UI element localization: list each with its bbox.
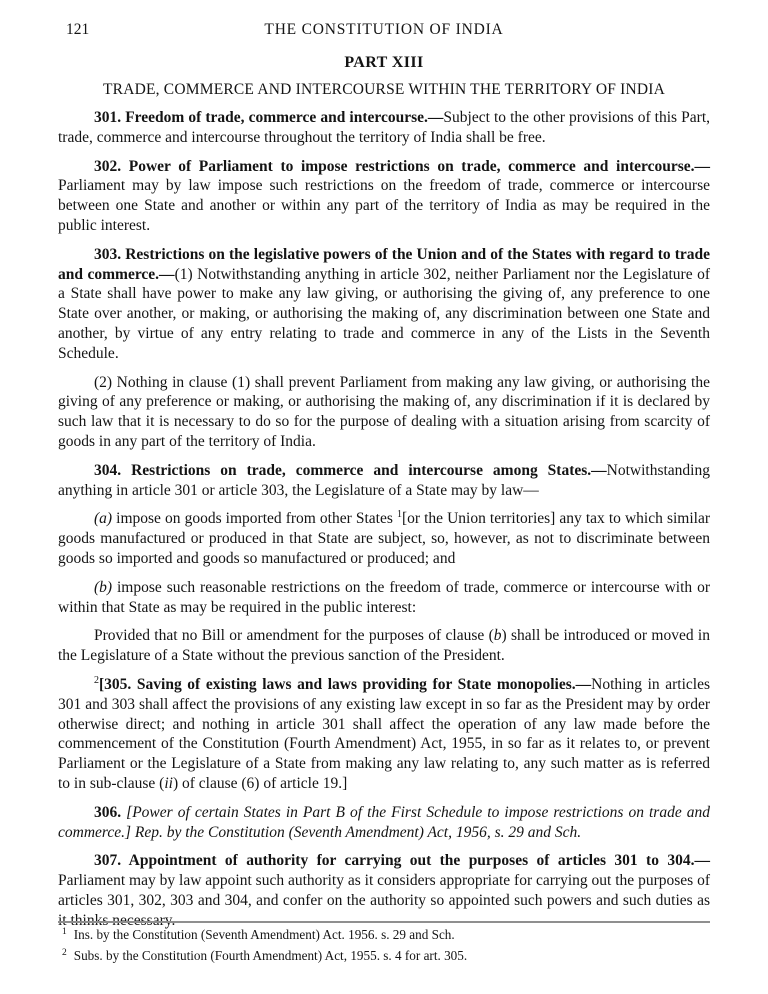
page-header <box>58 21 710 41</box>
footnote-1-marker: 1 <box>62 927 67 937</box>
article-307-body: Parliament may by law appoint such authority as it considers appropriate for carrying out the purposes of articles 301, 302, 303 and 304, and confer on the authority so appointed such powers and such duties as it thinks necessary. <box>58 872 710 929</box>
article-307-paragraph <box>58 851 710 930</box>
proviso-italic-b: b <box>493 627 502 645</box>
article-306-repealed-text: [Power of certain States in Part B of the First Schedule to impose restrictions on trade and commerce.] Rep. by the Constitution (Seventh Amendment) Act, 1956, s. 29 and Sch. <box>58 803 710 841</box>
article-text-block <box>58 108 710 930</box>
article-302-body: Parliament may by law impose such restrictions on the freedom of trade, commerce or intercourse between one State and another or within any part of the territory of India as may be required in the public interest. <box>58 177 710 234</box>
article-303-clause-1: (1) Notwithstanding anything in article 302, neither Parliament nor the Legislature of a State shall have power to make any law giving, or authorising the giving of, any preference to one State over another, or making, or authorising the making of, any discrimination between one State and another, by virtue of any entry relating to trade and commerce in any of the Lists in the Seventh Schedule. <box>58 265 710 362</box>
article-301-body: Subject to the other provisions of this Part, trade, commerce and intercourse throughout the territory of India shall be free. <box>58 109 710 146</box>
article-304-proviso-paragraph <box>58 626 710 666</box>
part-subtitle: TRADE, COMMERCE AND INTERCOURSE WITHIN THE TERRITORY OF INDIA <box>102 81 666 98</box>
footnotes-section <box>58 921 710 966</box>
footnote-separator-rule <box>58 921 710 923</box>
article-303-clause-2: (2) Nothing in clause (1) shall prevent Parliament from making any law giving, or authorising the giving of any preference or making, or authorising the making of, any discrimination if it is declared by such law that it is necessary to do so for the purpose of dealing with a situation arising from scarcity of goods in any part of the territory of India. <box>58 373 710 450</box>
footnote-1 <box>58 924 710 945</box>
part-heading: PART XIII <box>344 54 424 71</box>
footnote-1-text: Ins. by the Constitution (Seventh Amendment) Act. 1956. s. 29 and Sch. <box>73 927 455 942</box>
proviso-text-after-italic: ) shall be introduced or moved in the Legislature of a State without the previous sanction of the President. <box>58 627 710 665</box>
article-304-clause-a-paragraph <box>58 509 710 568</box>
article-301-paragraph <box>58 108 710 148</box>
article-303-clause-1-paragraph <box>58 245 710 364</box>
proviso-text-before-italic: Provided that no Bill or amendment for the purposes of clause ( <box>94 627 494 645</box>
article-304-paragraph <box>58 461 710 501</box>
clause-a-text-before-ref: impose on goods imported from other States <box>112 510 397 528</box>
article-306-number: 306. <box>94 803 127 821</box>
article-305-italic-ii: ii <box>164 774 173 792</box>
article-302-paragraph <box>58 157 710 236</box>
footnote-2-text: Subs. by the Constitution (Fourth Amendment) Act, 1955. s. 4 for art. 305. <box>73 948 468 963</box>
article-304-heading: 304. Restrictions on trade, commerce and intercourse among States.— <box>94 461 607 479</box>
article-301-heading: 301. Freedom of trade, commerce and intercourse.— <box>94 109 444 126</box>
article-303-clause-2-paragraph <box>58 373 710 452</box>
article-305-body-after-italic: ) of clause (6) of article 19.] <box>172 774 348 792</box>
article-302-heading: 302. Power of Parliament to impose restrictions on trade, commerce and intercourse.— <box>94 157 710 175</box>
page-number: 121 <box>66 21 90 38</box>
footnote-2 <box>58 945 710 966</box>
clause-b-text: impose such reasonable restrictions on the freedom of trade, commerce or intercourse with or within that State as may be required in the public interest: <box>58 578 710 616</box>
footnote-ref-1: 1 <box>396 509 402 521</box>
article-305-heading: [305. Saving of existing laws and laws providing for State monopolies.— <box>99 675 592 693</box>
clause-b-marker: (b) <box>94 578 113 596</box>
clause-a-marker: (a) <box>94 510 113 528</box>
article-306-paragraph <box>58 803 710 843</box>
footnote-ref-2: 2 <box>94 674 99 686</box>
clause-a-text-after-ref: [or the Union territories] any tax to which similar goods manufactured or produced in that State are subject, so, however, as not to discriminate between goods so imported and goods so manufactured or produced; and <box>58 510 710 567</box>
article-303-heading: 303. Restrictions on the legislative powers of the Union and of the States with regard to trade and commerce.— <box>58 245 710 283</box>
article-304-clause-b-paragraph <box>58 578 710 618</box>
article-305-body-before-italic: Nothing in articles 301 and 303 shall affect the provisions of any existing law except in so far as the President may by order otherwise direct; and nothing in article 301 shall affect the operation of any law made before the commencement of the Constitution (Fourth Amendment) Act, 1955, in so far as it relates to, or prevent Parliament or the Legislature of a State from making any law relating to, any such matter as is referred to in sub-clause ( <box>58 675 710 792</box>
article-307-heading: 307. Appointment of authority for carrying out the purposes of articles 301 to 304.— <box>94 852 710 870</box>
article-304-intro: Notwithstanding anything in article 301 or article 303, the Legislature of a State may by law— <box>58 461 710 499</box>
document-title: THE CONSTITUTION OF INDIA <box>264 21 504 38</box>
footnote-2-marker: 2 <box>62 948 67 958</box>
article-305-paragraph <box>58 675 710 794</box>
